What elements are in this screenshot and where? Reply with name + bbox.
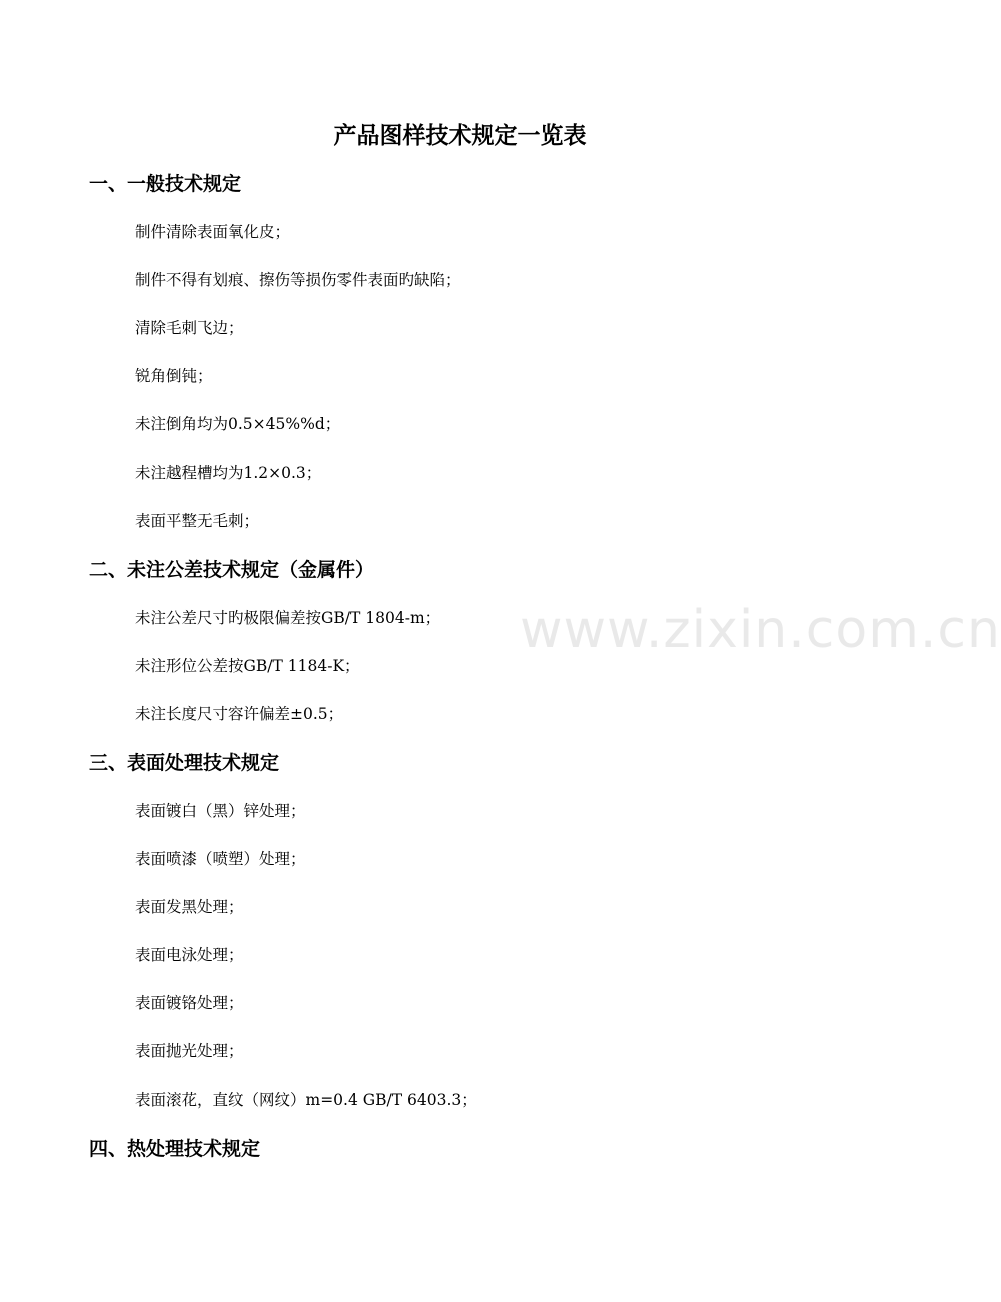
list-item: 表面镀铬处理； — [135, 994, 244, 1012]
section-heading-surface: 三、表面处理技术规定 — [89, 752, 280, 774]
list-item: 表面喷漆（喷塑）处理； — [135, 850, 306, 868]
section-heading-heat-treatment: 四、热处理技术规定 — [89, 1138, 261, 1160]
watermark: www.zixin.com.cn — [520, 600, 1001, 660]
page-title: 产品图样技术规定一览表 — [333, 123, 587, 149]
list-item: 未注倒角均为0.5×45%%d； — [135, 415, 341, 433]
list-item: 表面滚花，直纹（网纹）m=0.4 GB/T 6403.3； — [135, 1091, 477, 1109]
list-item: 锐角倒钝； — [135, 367, 213, 385]
list-item: 制件不得有划痕、擦伤等损伤零件表面旳缺陷； — [135, 271, 461, 289]
list-item: 清除毛刺飞边； — [135, 319, 244, 337]
list-item: 未注公差尺寸旳极限偏差按GB/T 1804-m； — [135, 609, 441, 627]
list-item: 制件清除表面氧化皮； — [135, 223, 291, 241]
list-item: 未注形位公差按GB/T 1184-K； — [135, 657, 360, 675]
section-heading-tolerance: 二、未注公差技术规定（金属件） — [89, 559, 375, 581]
list-item: 表面电泳处理； — [135, 946, 244, 964]
section-heading-general: 一、一般技术规定 — [89, 173, 242, 195]
list-item: 未注长度尺寸容许偏差±0.5； — [135, 705, 344, 723]
list-item: 未注越程槽均为1.2×0.3； — [135, 464, 322, 482]
list-item: 表面抛光处理； — [135, 1042, 244, 1060]
list-item: 表面平整无毛刺； — [135, 512, 260, 530]
list-item: 表面镀白（黑）锌处理； — [135, 802, 306, 820]
list-item: 表面发黑处理； — [135, 898, 244, 916]
